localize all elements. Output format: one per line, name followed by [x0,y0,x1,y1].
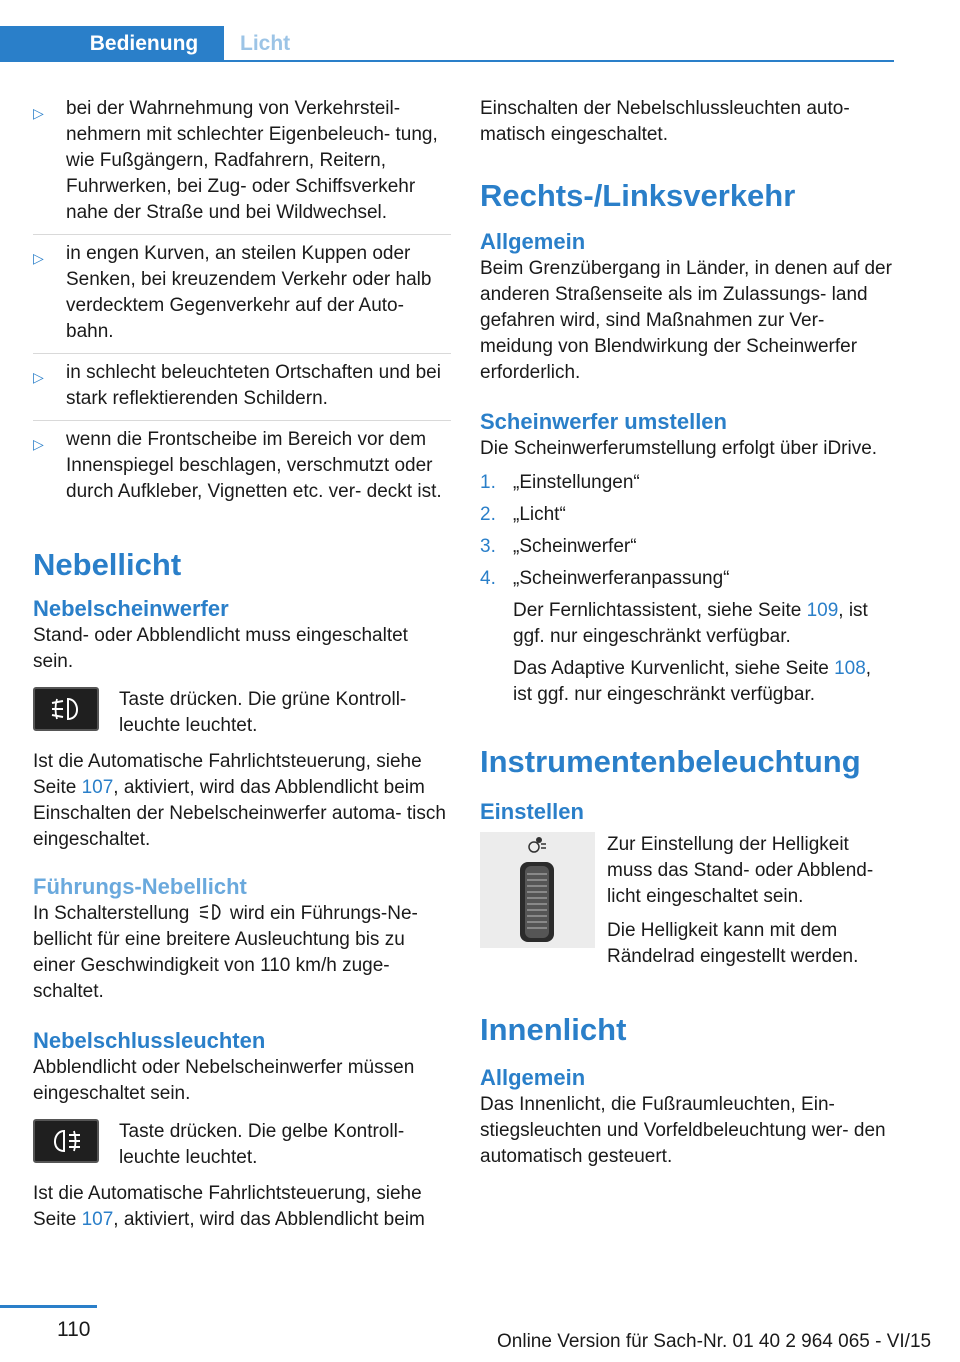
front-fog-light-button-icon [33,687,99,731]
paragraph: Stand- oder Abblendlicht muss eingeschaltet sein. [33,625,408,672]
heading-nebelscheinwerfer: Nebelscheinwerfer [33,596,229,621]
page-link-107[interactable]: 107 [81,777,114,798]
steps-list [480,470,894,708]
page-link-107[interactable]: 107 [81,1209,114,1230]
page-header [0,0,894,64]
paragraph: Zur Einstellung der Helligkeit muss das Stand- oder Abblend‐ licht eingeschaltet sein. [607,834,874,907]
heading-allgemein: Allgemein [480,1065,586,1090]
list-item: 4. „Scheinwerferanpassung“ Der Fernlichtassistent, siehe Seite 109, ist ggf. nur eingeschränkt verfügbar. Das Adaptive Kurvenlicht, siehe Seite 108, ist ggf. nur eingeschränkt verfügbar. [480,566,894,708]
heading-scheinwerfer-umstellen: Scheinwerfer umstellen [480,409,727,434]
right-column [480,96,894,1170]
page-link-109[interactable]: 109 [806,600,839,621]
paragraph: Beim Grenzübergang in Länder, in denen auf der anderen Straßenseite als im Zulassungs‐ land gefahren wird, sind Maßnahmen zur Ver‐ meidung von Blendwirkung der Scheinwerfer erforderlich. [480,258,892,383]
step-note: Der Fernlichtassistent, siehe Seite 109, ist ggf. nur eingeschränkt verfügbar. [513,600,868,647]
rear-fog-button-row [33,1119,451,1171]
list-item: 2. „Licht“ [480,504,566,525]
triangle-bullet-icon: ▷ [33,105,44,121]
triangle-bullet-icon: ▷ [33,436,44,452]
paragraph: Abblendlicht oder Nebelscheinwerfer müssen eingeschaltet sein. [33,1057,415,1104]
paragraph: Ist die Automatische Fahrlichtsteuerung, siehe Seite 107, aktiviert, wird das Abblendlicht beim [33,1183,425,1230]
paragraph: Die Scheinwerferumstellung erfolgt über iDrive. [480,438,878,459]
page-link-108[interactable]: 108 [834,658,866,679]
rear-fog-light-button-icon [33,1119,99,1163]
heading-innenlicht: Innenlicht [480,1012,627,1047]
heading-einstellen: Einstellen [480,799,584,824]
section-tab-licht[interactable] [240,26,290,61]
button-description: Taste drücken. Die grüne Kontroll‐ leuchte leuchtet. [119,689,407,736]
fog-guide-light-icon [195,902,225,922]
heading-instrumentenbeleuchtung: Instrumentenbeleuchtung [480,744,861,779]
list-item: ▷ wenn die Frontscheibe im Bereich vor dem Innenspiegel beschlagen, verschmutzt oder durch Aufkleber, Vignetten etc. ver‐ deckt ist. [33,429,442,502]
heading-rechts-linksverkehr: Rechts-/Linksverkehr [480,178,796,213]
footer-version: Online Version für Sach-Nr. 01 40 2 964 065 - VI/15 [497,1331,932,1352]
step-note: Das Adaptive Kurvenlicht, siehe Seite 108, ist ggf. nur eingeschränkt verfügbar. [513,658,872,705]
list-item: 1. „Einstellungen“ [480,472,640,493]
topic-label: Licht [240,31,291,55]
page-number: 110 [57,1318,91,1341]
left-column [33,96,451,1233]
footer-divider [0,1305,97,1308]
paragraph: Einschalten der Nebelschlussleuchten auto‐ matisch eingeschaltet. [480,98,850,145]
heading-allgemein: Allgemein [480,229,586,254]
dimmer-description [607,832,894,970]
dimmer-section [480,832,894,970]
list-item: 3. „Scheinwerfer“ [480,536,637,557]
divider [33,234,451,235]
triangle-bullet-icon: ▷ [33,250,44,266]
fog-light-button-row [33,687,451,739]
triangle-bullet-icon: ▷ [33,369,44,385]
heading-nebelschlussleuchten: Nebelschlussleuchten [33,1028,266,1053]
list-item: ▷ bei der Wahrnehmung von Verkehrsteil‐ nehmern mit schlechter Eigenbeleuch‐ tung, wie Fußgängern, Radfahrern, Reitern, Fuhrwerken, bei Zug- oder Schiffsverkehr nahe der Straße und bei Wildwechsel. [33,98,438,223]
list-item: ▷ in engen Kurven, an steilen Kuppen oder Senken, bei kreuzendem Verkehr oder halb verdecktem Gegenverkehr auf der Auto‐ bahn. [33,243,432,342]
divider [33,353,451,354]
heading-nebellicht: Nebellicht [33,547,182,582]
paragraph: In Schalterstellung wird ein Führungs-Ne‐ bellicht für eine breitere Ausleuchtung bis zu einer Geschwindigkeit von 110 km/h zuge‐ schaltet. [33,903,418,1002]
heading-fuehrungs-nebellicht: Führungs-Nebellicht [33,874,247,899]
paragraph: Die Helligkeit kann mit dem Rändelrad eingestellt werden. [607,920,859,967]
divider [33,420,451,421]
section-label: Bedienung [89,31,199,55]
paragraph: Das Innenlicht, die Fußraumleuchten, Ein‐ stiegsleuchten und Vorfeldbeleuchtung wer‐ den automatisch gesteuert. [480,1094,886,1167]
dimmer-wheel-image [480,832,595,948]
section-tab-bedienung[interactable] [0,26,224,61]
header-divider [0,60,894,62]
button-description: Taste drücken. Die gelbe Kontroll‐ leuchte leuchtet. [119,1121,405,1168]
list-item: ▷ in schlecht beleuchteten Ortschaften und bei stark reflektierenden Schildern. [33,362,441,409]
paragraph: Ist die Automatische Fahrlichtsteuerung, siehe Seite 107, aktiviert, wird das Abblendlicht beim Einschalten der Nebelscheinwerfer automa‐ tisch eingeschaltet. [33,751,446,850]
